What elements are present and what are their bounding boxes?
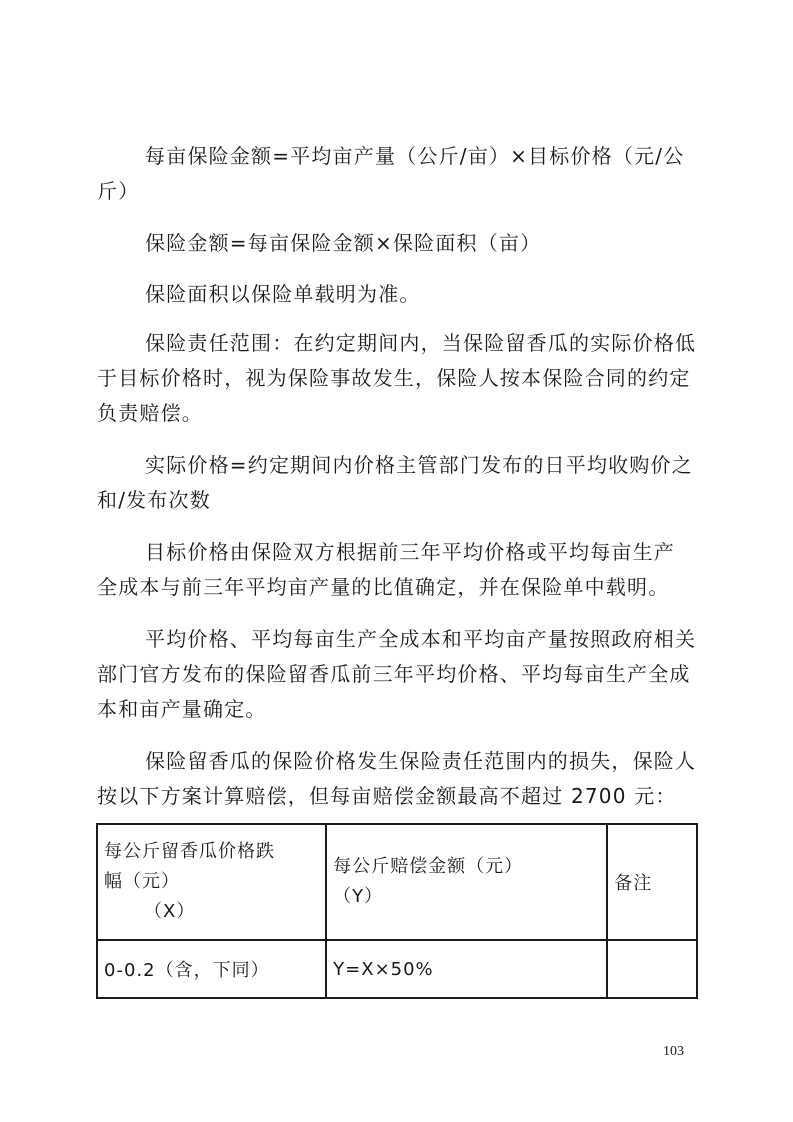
paragraph-actual-price: 实际价格=约定期间内价格主管部门发布的日平均收购价之 和/发布次数: [97, 453, 693, 512]
header-remarks: 备注: [607, 824, 697, 940]
paragraph-coverage-scope: 保险责任范围：在约定期间内，当保险留香瓜的实际价格低 于目标价格时，视为保险事故发生，保险人按本保险合同的约定 负责赔偿。: [97, 331, 697, 425]
cell-price-drop-range: 0-0.2（含，下同）: [97, 940, 326, 998]
paragraph-insured-amount-per-mu: 每亩保险金额=平均亩产量（公斤/亩）×目标价格（元/公 斤）: [97, 144, 685, 203]
paragraph-average-price: 平均价格、平均每亩生产全成本和平均亩产量按照政府相关 部门官方发布的保险留香瓜前三年平均价格、平均每亩生产全成 本和亩产量确定。: [97, 627, 697, 721]
table-header-row: [97, 824, 697, 940]
paragraph-target-price: 目标价格由保险双方根据前三年平均价格或平均每亩生产 全成本与前三年平均亩产量的比值确定，并在保险单中载明。: [97, 540, 675, 599]
header-price-drop: 每公斤留香瓜价格跌 幅（元） （X）: [97, 824, 326, 940]
cell-compensation-formula: Y=X×50%: [326, 940, 607, 998]
paragraph-insured-area: 保险面积以保险单载明为准。: [145, 282, 421, 306]
cell-remarks: [607, 940, 697, 998]
compensation-table: [96, 823, 698, 999]
paragraph-compensation-rule: 保险留香瓜的保险价格发生保险责任范围内的损失，保险人 按以下方案计算赔偿，但每亩赔偿金额最高不超过 2700 元：: [97, 749, 697, 808]
header-compensation-per-kg: 每公斤赔偿金额（元） （Y）: [326, 824, 607, 940]
table-row: [97, 940, 697, 998]
paragraph-insured-amount: 保险金额=每亩保险金额×保险面积（亩）: [145, 231, 542, 255]
page-number: 103: [663, 1044, 684, 1059]
